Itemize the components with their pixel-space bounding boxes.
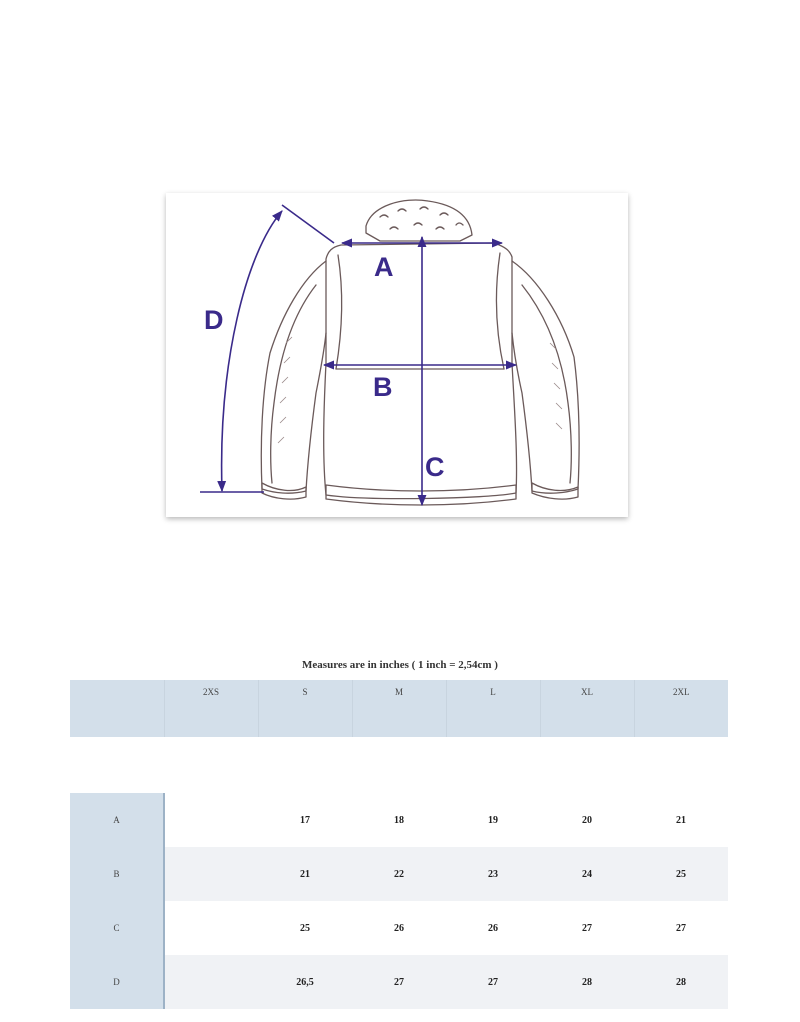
table-cell: 26 xyxy=(352,901,446,955)
hem-band xyxy=(326,485,516,505)
table-cell xyxy=(164,955,258,1009)
row-header: D xyxy=(70,955,164,1009)
table-row xyxy=(70,847,728,901)
table-cell: 18 xyxy=(352,793,446,847)
table-cell: 27 xyxy=(446,955,540,1009)
size-chart-table xyxy=(70,680,728,1009)
table-cell: 28 xyxy=(540,955,634,1009)
table-cell: 21 xyxy=(258,847,352,901)
column-header: S xyxy=(258,680,352,737)
column-header: 2XS xyxy=(164,680,258,737)
table-cell: 19 xyxy=(446,793,540,847)
column-header: M xyxy=(352,680,446,737)
table-row xyxy=(70,793,728,847)
table-cell: 21 xyxy=(634,793,728,847)
jacket-sketch xyxy=(166,193,628,517)
table-cell: 25 xyxy=(634,847,728,901)
measure-d-curve xyxy=(222,211,282,491)
column-header: 2XL xyxy=(634,680,728,737)
label-a: A xyxy=(374,252,394,282)
label-d: D xyxy=(204,305,224,335)
table-row xyxy=(70,901,728,955)
header-corner xyxy=(70,680,164,737)
table-cell: 20 xyxy=(540,793,634,847)
collar-shape xyxy=(366,200,472,241)
header-row xyxy=(70,680,728,737)
table-cell: 25 xyxy=(258,901,352,955)
table-cell: 26,5 xyxy=(258,955,352,1009)
table-cell: 17 xyxy=(258,793,352,847)
table-cell: 27 xyxy=(352,955,446,1009)
table-cell: 23 xyxy=(446,847,540,901)
right-sleeve xyxy=(512,261,579,493)
label-c: C xyxy=(425,452,445,482)
table-cell: 24 xyxy=(540,847,634,901)
table-cell: 26 xyxy=(446,901,540,955)
row-header: C xyxy=(70,901,164,955)
column-header: XL xyxy=(540,680,634,737)
measure-d-top-tick xyxy=(282,205,334,243)
table-cell xyxy=(164,793,258,847)
table-cell: 27 xyxy=(540,901,634,955)
label-b: B xyxy=(373,372,393,402)
table-cell: 22 xyxy=(352,847,446,901)
table-cell xyxy=(164,901,258,955)
table-caption: Measures are in inches ( 1 inch = 2,54cm ) xyxy=(302,659,498,671)
column-header: L xyxy=(446,680,540,737)
table-cell: 28 xyxy=(634,955,728,1009)
table-cell xyxy=(164,847,258,901)
table-cell: 27 xyxy=(634,901,728,955)
jacket-diagram xyxy=(166,193,628,517)
row-header: A xyxy=(70,793,164,847)
table-row xyxy=(70,955,728,1009)
row-header: B xyxy=(70,847,164,901)
jacket-body xyxy=(324,243,517,499)
